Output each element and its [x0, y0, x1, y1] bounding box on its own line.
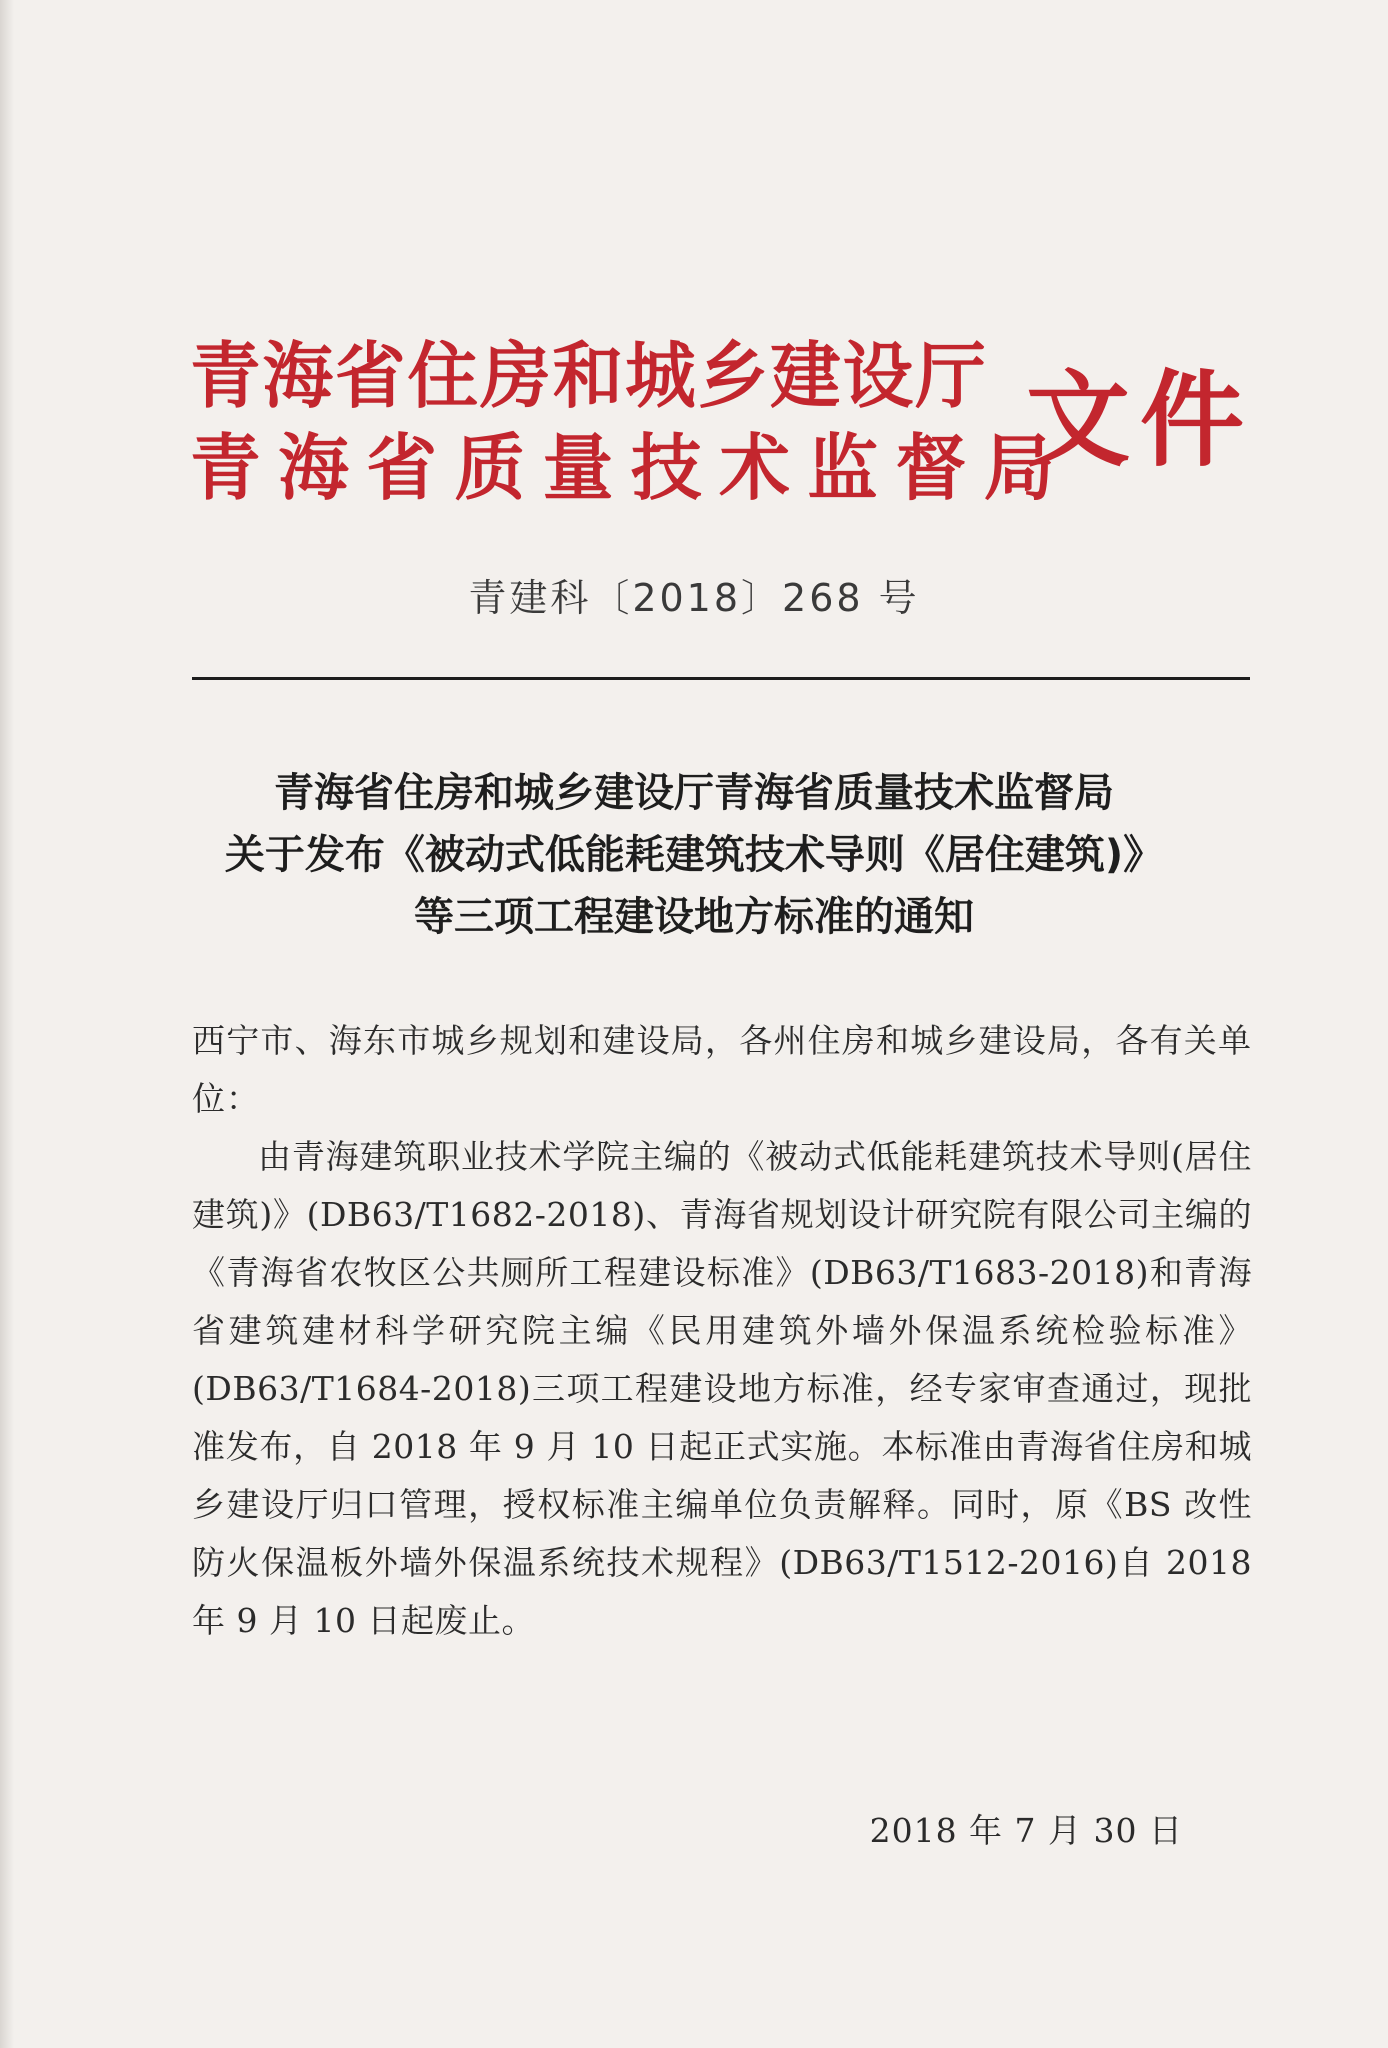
title-line-2: 关于发布《被动式低能耗建筑技术导则《居住建筑)》 [224, 832, 1164, 878]
letterhead [190, 330, 1255, 520]
header-divider-line [192, 677, 1250, 680]
addressee: 西宁市、海东市城乡规划和建设局，各州住房和城乡建设局，各有关单位： [192, 1021, 1252, 1118]
title-line-3: 等三项工程建设地方标准的通知 [414, 894, 974, 940]
org-name-quality-bureau: 青海省质量技术监督局 [190, 426, 1073, 510]
notice-body [192, 1012, 1252, 1650]
page-edge-shadow [0, 0, 14, 2048]
org-name-housing-department: 青海省住房和城乡建设厅 [190, 334, 988, 418]
issue-date: 2018 年 7 月 30 日 [869, 1811, 1183, 1850]
body-paragraph: 由青海建筑职业技术学院主编的《被动式低能耗建筑技术导则(居住建筑)》(DB63/T1682-2018)、青海省规划设计研究院有限公司主编的《青海省农牧区公共厕所工程建设标准》(DB63/T1683-2018)和青海省建筑建材科学研究院主编《民用建筑外墙外保温系统检验标准》(DB63/T1684-2018)三项工程建设地方标准，经专家审查通过，现批准发布，自 2018 年 9 月 10 日起正式实施。本标准由青海省住房和城乡建设厅归口管理，授权标准主编单位负责解释。同时，原《BS 改性防火保温板外墙外保温系统技术规程》(DB63/T1512-2016)自 2018 年 9 月 10 日起废止。 [192, 1137, 1252, 1640]
title-line-1: 青海省住房和城乡建设厅青海省质量技术监督局 [274, 770, 1114, 816]
issuing-organizations [190, 330, 1073, 514]
document-number: 青建科〔2018〕268 号 [468, 576, 920, 620]
document-type-label: 文件 [1026, 359, 1255, 481]
notice-title [0, 762, 1388, 948]
